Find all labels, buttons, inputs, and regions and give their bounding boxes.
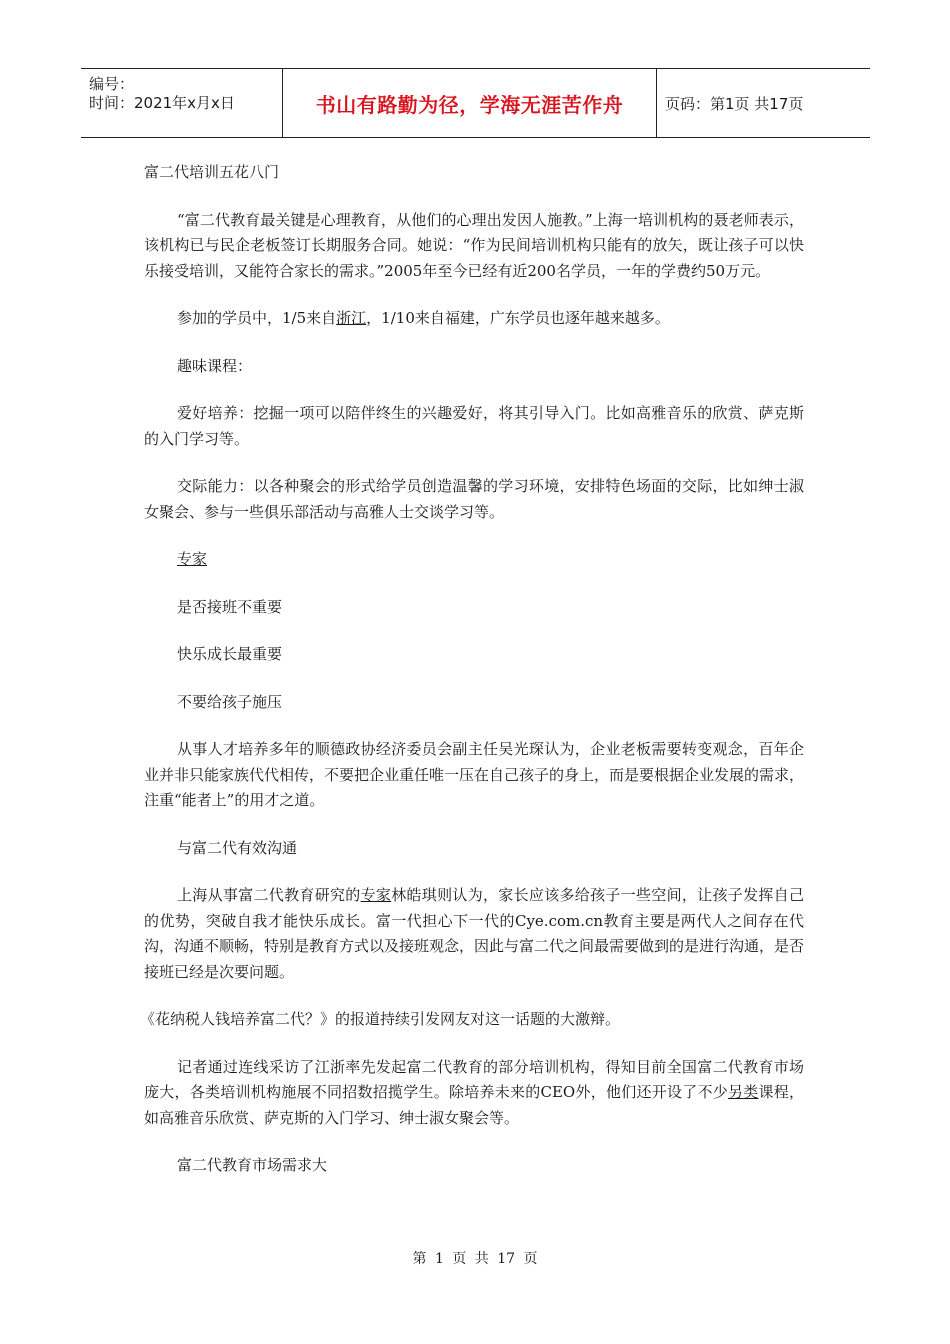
paragraph-14-text-a: 记者通过连线采访了江浙率先发起富二代教育的部分培训机构，得知目前全国富二代教育市场庞大，各类培训机构施展不同招数招揽学生。除培养未来的CEO外，他们还开设了不少 <box>144 1057 804 1101</box>
paragraph-12-text-b: 林皓琪则认为，家长应该多给孩子一些空间，让孩子发挥自己的优势，突破自我才能快乐成长。富一代担心下一代的Cye.com.cn教育主要是两代人之间存在代沟，沟通不顺畅，特别是教育方式以及接班观念，因此与富二代之间最需要做到的是进行沟通，是否接班已经是次要问题。 <box>144 886 805 981</box>
document-body <box>140 160 805 1201</box>
paragraph-14-text-b: 课程，如高雅音乐欣赏、萨克斯的入门学习、绅士淑女聚会等。 <box>144 1083 804 1127</box>
paragraph-12-text-a: 上海从事富二代教育研究的 <box>177 886 361 904</box>
paragraph-3: 趣味课程： <box>177 356 253 375</box>
header-motto-cell <box>283 69 657 137</box>
paragraph-15: 富二代教育市场需求大 <box>177 1156 328 1174</box>
header-time-label: 时间：2021年x月x日 <box>89 94 235 112</box>
header-motto: 书山有路勤为径，学海无涯苦作舟 <box>315 92 624 117</box>
document-title: 富二代培训五花八门 <box>144 163 280 181</box>
paragraph-9: 不要给孩子施压 <box>177 692 283 711</box>
paragraph-2-text-a: 参加的学员中，1/5来自 <box>177 309 337 327</box>
header-number-label: 编号： <box>89 75 135 93</box>
paragraph-2 <box>144 306 804 332</box>
paragraph-10: 从事人才培养多年的顺德政协经济委员会副主任吴光琛认为，企业老板需要转变观念，百年企业并非只能家族代代相传，不要把企业重任唯一压在自己孩子的身上，而是要根据企业发展的需求，注重“能者上”的用才之道。 <box>144 740 805 809</box>
paragraph-11: 与富二代有效沟通 <box>177 838 298 857</box>
paragraph-14 <box>144 1055 804 1132</box>
paragraph-12 <box>144 883 804 985</box>
link-alternative[interactable]: 另类 <box>727 1083 759 1101</box>
page-footer: 第 1 页 共 17 页 <box>412 1251 538 1267</box>
paragraph-6 <box>144 547 804 573</box>
link-zhejiang[interactable]: 浙江 <box>336 309 367 327</box>
paragraph-13: 《花纳税人钱培养富二代？》的报道持续引发网友对这一话题的大激辩。 <box>140 1010 621 1028</box>
header-page-info: 页码：第1页 共17页 <box>665 94 804 113</box>
paragraph-4: 爱好培养：挖掘一项可以陪伴终生的兴趣爱好，将其引导入门。比如高雅音乐的欣赏、萨克斯的入门学习等。 <box>144 404 804 448</box>
paragraph-7: 是否接班不重要 <box>177 597 283 616</box>
page-header <box>81 68 870 138</box>
link-expert-heading[interactable]: 专家 <box>177 550 208 568</box>
header-meta <box>81 69 283 137</box>
paragraph-5: 交际能力：以各种聚会的形式给学员创造温馨的学习环境，安排特色场面的交际，比如绅士淑女聚会、参与一些俱乐部活动与高雅人士交谈学习等。 <box>144 477 804 521</box>
header-page-info-cell <box>657 69 870 137</box>
paragraph-2-text-b: ，1/10来自福建，广东学员也逐年越来越多。 <box>366 309 670 327</box>
link-expert[interactable]: 专家 <box>360 886 392 904</box>
paragraph-1: “富二代教育最关键是心理教育，从他们的心理出发因人施教。”上海一培训机构的聂老师表示，该机构已与民企老板签订长期服务合同。她说：“作为民间培训机构只能有的放矢，既让孩子可以快乐接受培训，又能符合家长的需求。”2005年至今已经有近200名学员，一年的学费约50万元。 <box>144 210 804 280</box>
paragraph-8: 快乐成长最重要 <box>177 645 283 663</box>
